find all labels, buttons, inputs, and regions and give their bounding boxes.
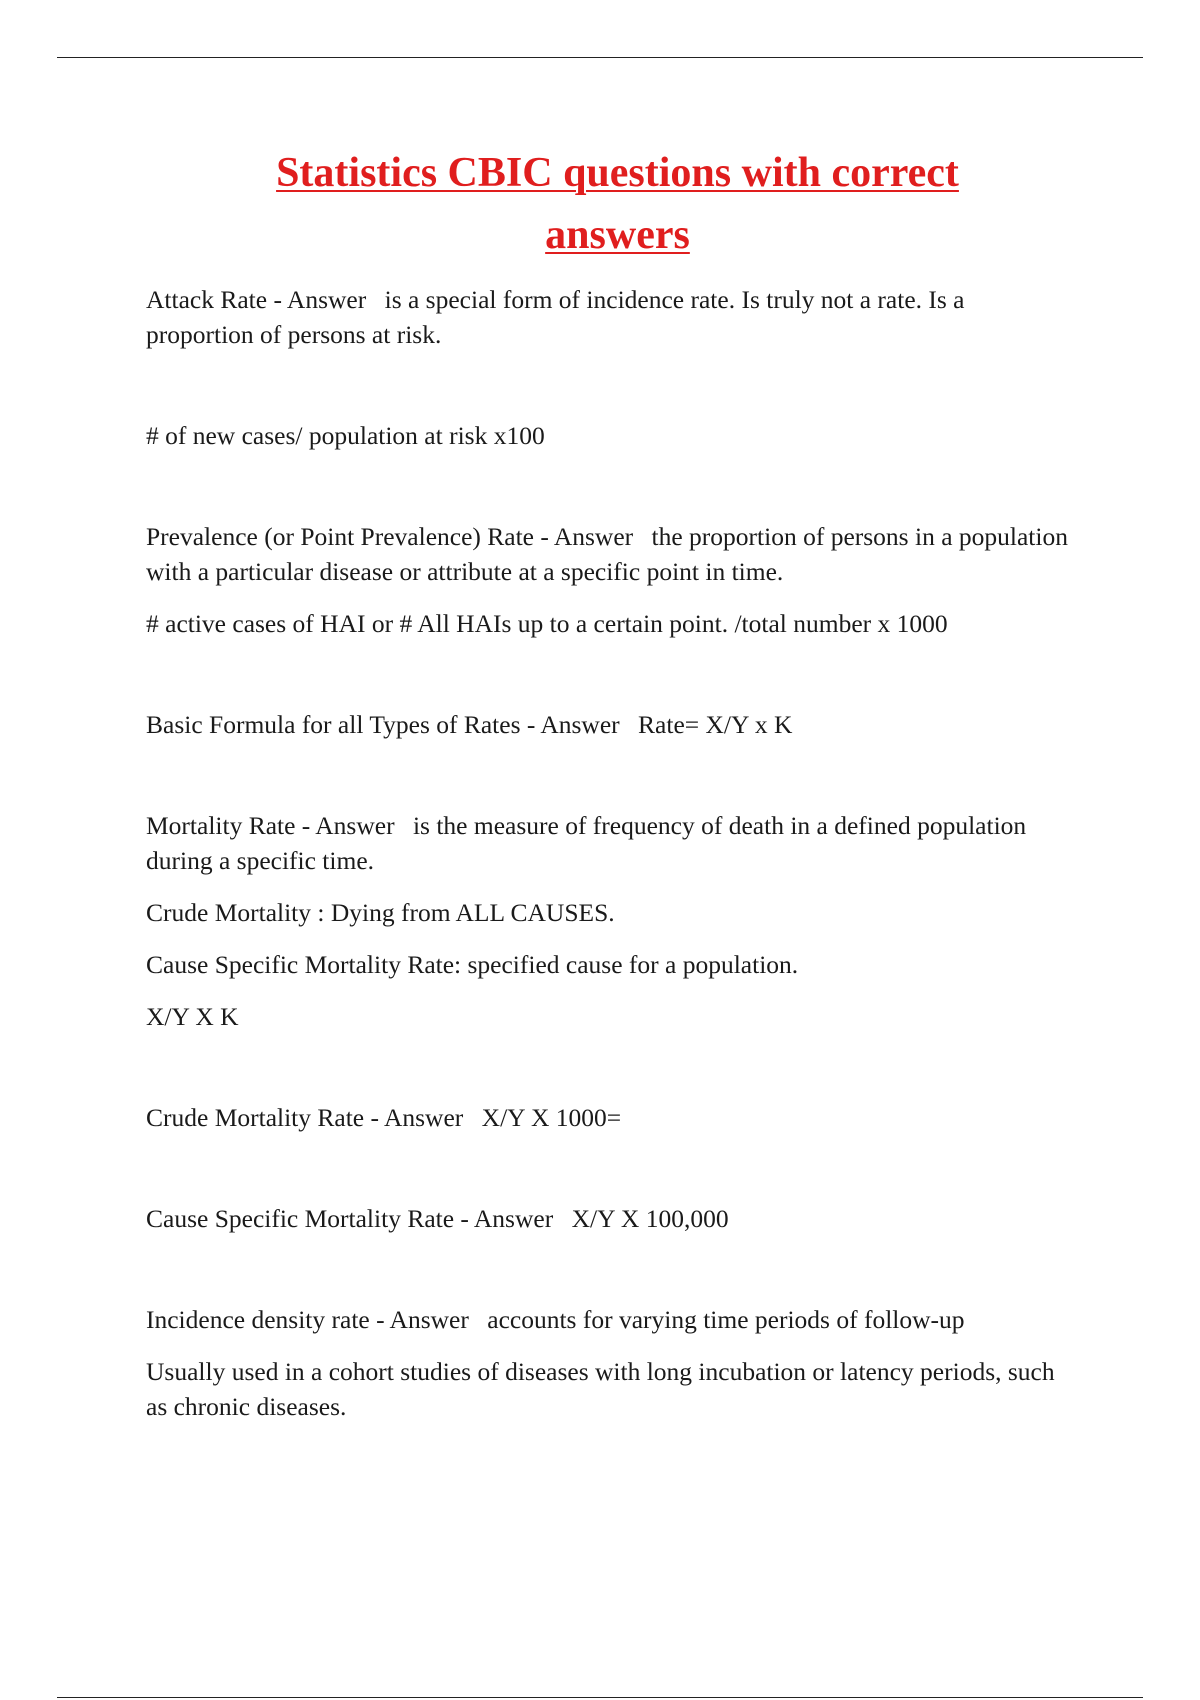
crude-mortality-note: Crude Mortality : Dying from ALL CAUSES. (146, 898, 615, 927)
entry-term: Crude Mortality Rate - Answer (146, 1103, 464, 1132)
mortality-formula: X/Y X K (146, 1002, 239, 1031)
entry-cause-specific-mortality-rate (146, 1201, 1076, 1236)
entry-term: Cause Specific Mortality Rate - Answer (146, 1204, 554, 1233)
entry-crude-mortality-rate (146, 1100, 1076, 1135)
incidence-density-note: Usually used in a cohort studies of diseases with long incubation or latency periods, such as chronic diseases. (146, 1357, 1055, 1421)
entry-answer: the proportion of persons in a population with a particular disease or attribute at a specific point in time. (146, 522, 1068, 586)
prevalence-formula: # active cases of HAI or # All HAIs up to a certain point. /total number x 1000 (146, 609, 948, 638)
title-line-1: Statistics CBIC questions with correct (276, 150, 959, 196)
entry-term: Prevalence (or Point Prevalence) Rate - Answer (146, 522, 634, 551)
entry-answer: X/Y X 100,000 (571, 1204, 729, 1233)
entry-prevalence (146, 519, 1076, 589)
entry-term: Incidence density rate - Answer (146, 1305, 469, 1334)
entry-basic-formula (146, 707, 1076, 742)
attack-rate-formula: # of new cases/ population at risk x100 (146, 421, 545, 450)
entry-mortality-rate (146, 808, 1076, 878)
entry-term: Attack Rate - Answer (146, 285, 367, 314)
document-body (146, 282, 1076, 1424)
entry-answer: accounts for varying time periods of follow-up (487, 1305, 965, 1334)
bottom-rule (57, 1697, 1143, 1698)
title-line-2: answers (545, 212, 690, 258)
entry-incidence-density-rate (146, 1302, 1076, 1337)
entry-answer: is a special form of incidence rate. Is truly not a rate. Is a proportion of persons at risk. (146, 285, 965, 349)
top-rule (57, 57, 1143, 58)
entry-answer: is the measure of frequency of death in a defined population during a specific time. (146, 811, 1027, 875)
entry-attack-rate (146, 282, 1076, 352)
cause-specific-note: Cause Specific Mortality Rate: specified cause for a population. (146, 950, 799, 979)
entry-answer: Rate= X/Y x K (638, 710, 793, 739)
page-title (0, 142, 1200, 266)
entry-answer: X/Y X 1000= (481, 1103, 622, 1132)
entry-term: Basic Formula for all Types of Rates - Answer (146, 710, 620, 739)
entry-term: Mortality Rate - Answer (146, 811, 395, 840)
